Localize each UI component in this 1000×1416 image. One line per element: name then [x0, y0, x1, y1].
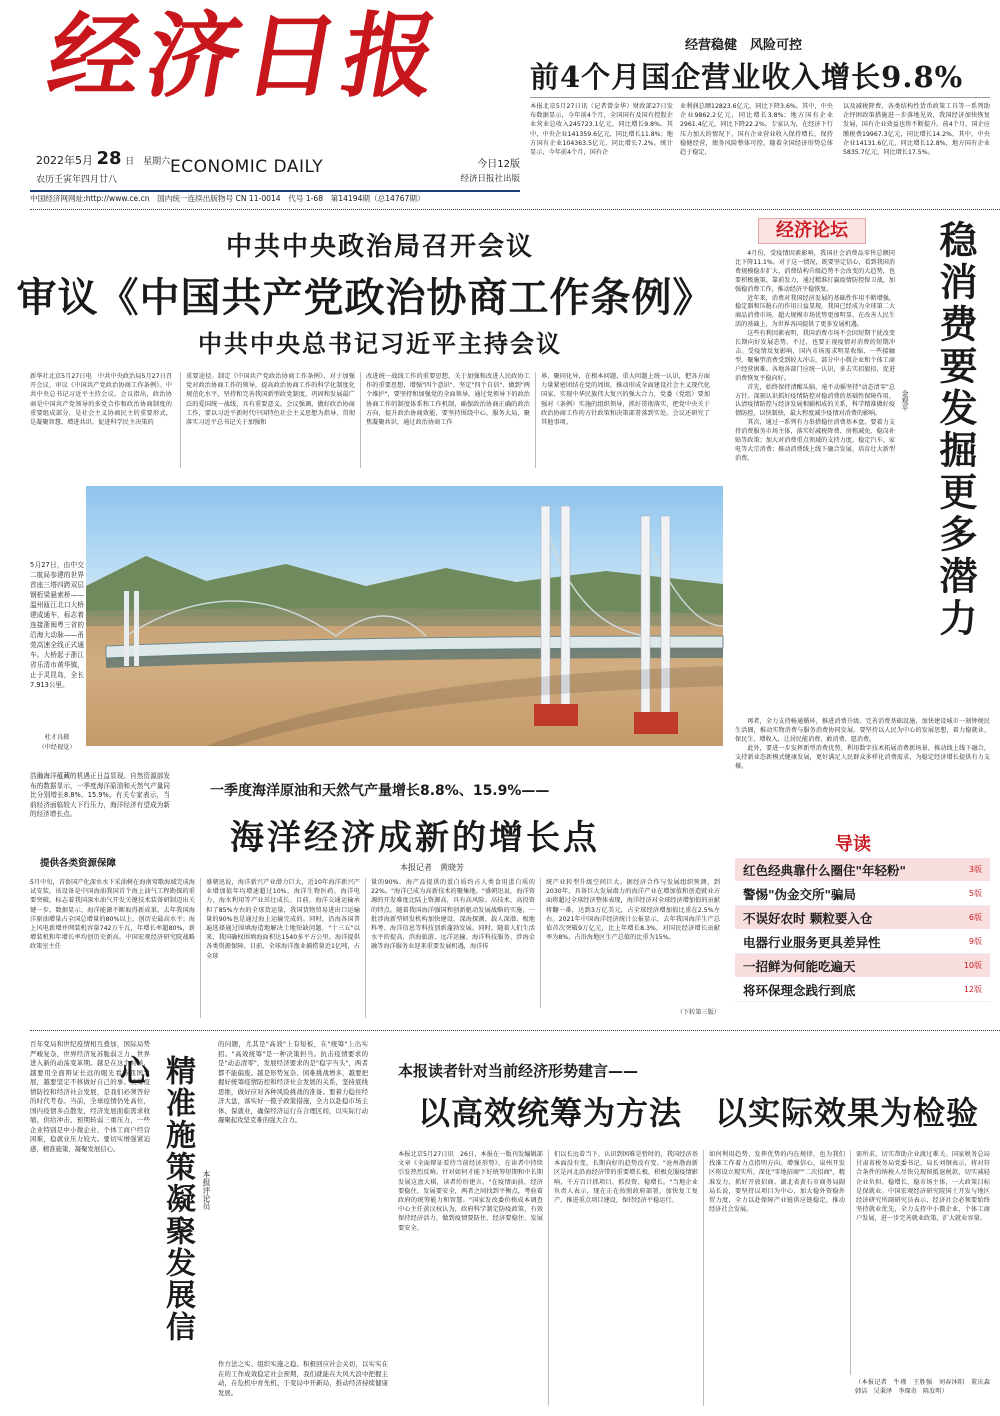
- lead-story-subhead: 中共中央总书记习近平主持会议: [198, 329, 562, 358]
- reader-story-col1: 本报北京5月27日讯 26日，本报在一版刊发编辑部文章《全面辩证看待当前经济形势》，在读者中持续引发热烈反响。针对如何才能下好统筹短期和中长期发展这盘大棋，读者纷纷建言。"在疫情面前，经济要稳住，发展要安全，两者之间找到平衡点，考验着政府的统筹能力和智慧。"国家发改委价格成本调查中心主任黄汉权认为，政府科学制定防疫政策，有效保持经济活力，做到疫情要防住、经济要稳住、发展要安全。: [398, 1151, 543, 1232]
- guide-item[interactable]: 电器行业服务更具差异性 9版: [735, 930, 990, 954]
- guide-label: 导读: [835, 834, 871, 855]
- bridge-tower: [134, 591, 139, 666]
- reader-story-col4: 需所求，切实帮助企业渡过难关。国家税务总局甘肃省税务局党委书记、局长刘钢表示，将对符合条件的纳税人尽快兑现留抵退税款，切实减轻企业负担。稳增长、稳市场主体，一大政策目标是保就业。中国宏观经济研究院国土开发与地区经济研究所副研究员表示，经济社会必须要始终坚持就业优先，全力支持中小微企业、个体工商户发展，进一步完善就业政策，扩大就业容量。: [850, 1150, 990, 1375]
- ocean-kicker: 一季度海洋原油和天然气产量增长8.8%、15.9%——: [210, 783, 550, 799]
- ocean-byline: 本报记者 黄晓芳: [400, 863, 464, 872]
- guide-item[interactable]: 将环保理念践行到底 12版: [735, 978, 990, 1002]
- reader-story-col3: 如何利用趋势、发挥优势的内在规律，也为我们找准工作着力点指明方向。增强信心，泉州开发区将设立现实所、深化"零地招商""二次招商"，精准发力，抓好开放招商。湖北省黄石市商务局副局长说，要坚持以项目为中心，加大稳外资稳外贸力度，全力以赴保障产业链供应链稳定，推动经济社会发展。: [703, 1150, 845, 1406]
- pages-today: 今日12版: [477, 159, 520, 170]
- reader-story-col2: 们以长远看当下，认识到困难是暂时的，我国经济基本面没有变，长期向好的趋势没有变。"沧州渤海新区是河北沿海经济带的重要增长极，积极克服疫情影响，千方百计抓项目、抓投资、稳增长。"当地企业负责人表示，现在正在按照政府部署，加快复工复产，推进重点项目建设，保持经济平稳运行。: [548, 1150, 698, 1406]
- guide-item[interactable]: 红色经典靠什么圈住"年轻粉" 3版: [735, 858, 990, 882]
- commentary-col3: 作方法之实、组织实施之稳。积极回应社会关切，以实实在在的工作成效稳定社会预期，我们就能在大风大浪中把握主动，在危机中育先机、于变局中开新局，推动经济持续健康发展。: [218, 1360, 388, 1397]
- lead-story-col2: 重要途径。制定《中国共产党政治协商工作条例》，对于加强党对政治协商工作的领导，提高政治协商工作的科学化制度化规范化水平，坚持和完善我国新型政党制度，巩固和发展最广泛的爱国统一战线，具有重要意义。会议强调，做好政治协商工作，要以习近平新时代中国特色社会主义思想为指导，贯彻落实习近平总书记关于加强和: [180, 372, 355, 468]
- top-story-kicker: 经营稳健 风险可控: [685, 38, 803, 53]
- lead-story-col4: 界、聚同化异，在根本问题、重大问题上统一认识，把各方面力量紧密团结在党的周围，推动形成全面建设社会主义现代化国家、实现中华民族伟大复兴的强大合力，党委（党组）要加强对（条例）实施的组织领导，抓好贯彻落实，把党中央关于政治协商工作的方针政策和决策部署落到实处。会议还研究了其他事项。: [535, 372, 710, 468]
- guide-item[interactable]: 不误好农时 颗粒要入仓 6版: [735, 906, 990, 930]
- masthead-logo-area: [30, 4, 500, 154]
- commentary-byline: 本报评论员: [202, 1170, 211, 1210]
- reader-story-kicker: 本报读者针对当前经济形势建言——: [398, 1062, 639, 1080]
- guide-item[interactable]: 一招鲜为何能吃遍天 10版: [735, 954, 990, 978]
- top-story-col2: 业利润总额12823.6亿元，同比下降3.6%。其中，中央企业9862.2亿元，同比增长3.8%；地方国有企业2961.4亿元，同比下降22.2%。专家认为，在经济下行压力加大的情况下，国有企业营业收入保持增长，保持稳健经营，债务风险整体可控。随着全国经济形势总体趋于稳定，: [680, 103, 833, 157]
- bridge-photo: [86, 486, 723, 746]
- guide-item[interactable]: 警惕"伪金交所"骗局 5版: [735, 882, 990, 906]
- lead-story-headline: 审议《中国共产党政治协商工作条例》: [16, 274, 714, 321]
- forum-author: 金观平: [901, 390, 909, 411]
- reader-story-headline: 以高效统筹为方法 以实际效果为检验: [418, 1094, 980, 1132]
- photo-agency: （中经视觉）: [38, 744, 76, 751]
- top-story-headline: 前4个月国企营业收入增长9.8%: [530, 60, 964, 94]
- lunar-date: 农历壬寅年四月廿八: [36, 175, 118, 185]
- ocean-continued: （下转第三版）: [676, 1009, 720, 1016]
- lead-story-col1: 新华社北京5月27日电 中共中央政治局5月27日召开会议，审议《中国共产党政治协商工作条例》。中共中央总书记习近平主持会议。会议指出，政治协商是中国共产党领导的多党合作和政治协商制度的重要组成部分，是社会主义协商民主的重要形式，是凝聚智慧、增进共识、促进科学民主决策的: [30, 373, 172, 427]
- ocean-col2: 盛朝迅说，海洋新兴产业潜力巨大，近10年海洋新兴产业增加值年均增速超过10%，海洋生物医药、海洋电力、海水利用等产业茁壮成长。目前，海洋交通运输承担了85%左右的全球货运量，我国货物贸易进出口运输量的90%也是通过海上运输完成的。同时，沿海各国普遍选择通过围填海造地解决土地短缺问题，"十三五"以来，我国确权围填海面积达1540多平方公里。海洋提供各类资源保障。目前，全球海洋渔业捕捞量近1亿吨，占全球: [200, 878, 360, 1018]
- forum-body-lower: 再者，全力支持畅通循环，推进消费升级。完善消费基础设施，加快建设城市一刻钟便民生活圈，推动实物消费与服务消费协同发展。要坚持以人民为中心的发展思想，着力稳就业、保民生、增收入，让居民能消费、敢消费、愿消费。 此外，要进一步发挥新型消费优势，利用数字技术拓展消费新场景，推动线上线下融合，支持新业态新模式健康发展，更好满足人民群众多样化消费需求，为稳定经济增长提供有力支撑。: [735, 718, 990, 770]
- bridge-tower: [124, 591, 129, 666]
- top-story-col3: 以及减税降费、各类结构性货币政策工具等一系列助企纾困政策措施进一步落地见效，我国经济加快恢复发展，国有企业效益也将不断提升。前4个月，国企应缴税费19967.3亿元，同比增长14.2%，其中，中央企业14131.6亿元，同比增长12.8%，地方国有企业5835.7亿元，同比增长17.5%。: [843, 103, 990, 157]
- ocean-lead: 浩瀚海洋蕴藏的机遇正日益显现。自然资源部发布的数据显示，一季度海洋原油和天然气产量同比分别增长8.8%、15.9%。有关专家表示，当前经济面临较大下行压力，海洋经济有望成为新的经济增长点。: [30, 772, 170, 819]
- lead-story-kicker: 中共中央政治局召开会议: [225, 232, 534, 262]
- ocean-col4: 统产业转型升级空间巨大。据经济合作与发展组织预测，到2030年，具备巨大发展潜力的海洋产业在增加值和创造就业方面将超过全球经济整体表现，海洋经济对全球经济增加值的贡献将翻一番，达到3万亿美元，占全球经济增加值比重在2.5%左右。2021年中国海洋经济统计公报显示，去年我国海洋生产总值首次突破9万亿元，比上年增长8.3%，对国民经济增长贡献率为8%，占沿海地区生产总值的比重为15%。: [540, 878, 720, 1008]
- pier-base: [634, 712, 678, 734]
- divider: [530, 97, 990, 98]
- bridge-illustration: [86, 486, 723, 746]
- lead-story-col3: 改进统一战线工作的重要思想，关于加强和改进人民政协工作的重要思想，增强"四个意识"、坚定"四个自信"、做到"两个维护"，要坚持和加强党的全面领导，通过党领导下的政治协商工作的制度体系和工作机制，确保政治协商正确的政治方向，提升政治协商效能，要坚持围绕中心、服务大局，聚焦凝聚共识，通过政治协商工作: [360, 372, 530, 468]
- photo-credit: 杜才良摄: [44, 734, 70, 741]
- issue-date: 2022年5月 28 日 星期六: [36, 148, 171, 169]
- english-name: ECONOMIC DAILY: [170, 157, 324, 177]
- divider: [30, 209, 1000, 210]
- hills-shape: [86, 556, 723, 616]
- commentary-col1: 百年变局和世纪疫情相互叠加，国际局势严峻复杂，世界经济复苏脆弱乏力，世界进入新的动荡变革期。越是在这个时候，越要用全面辩证长远的眼光看待我国发展，越要坚定不移做好自己的事。统筹疫情防控和经济社会发展，是我们必须答好的时代考卷。当前，全球疫情仍处高位，国内疫情多点散发，经济发展面临需求收缩、供给冲击、预期转弱三重压力，一些企业特别是中小微企业、个体工商户经营困难，稳就业压力较大。要切实增强紧迫感，精准施策，凝聚发展信心。: [30, 1040, 150, 1153]
- forum-headline: 稳消费要发掘更多潜力: [933, 220, 978, 640]
- forum-body-upper: 4月份，受疫情因素影响，我国社会消费品零售总额同比下降11.1%。对于这一情况，既要坚定信心，看到我国消费规模稳步扩大、消费结构升级趋势不会改变的大趋势，也要积极施策、靠前发力，通过精准打赢疫情防控保卫战，加强稳消费工作，推动经济平稳恢复。 近年来，消费对我国经济发展的基础性作用不断增强，稳定器和压舱石的作用日益显现。我国已经成为全球第二大商品消费市场，超大规模市场优势更加明显。在改善人民生活的基础上，为世界各国提供了更多发展机遇。 这些有利因素表明，我国消费市场不会因短期干扰改变长期向好发展态势。不过，也要正视疫情对消费的短期冲击。受疫情反复影响，国内市场需求明显收缩，一些接触型、聚集型消费受到较大冲击，部分中小微企业和个体工商户经营困难。各地各部门应统一认识，多去实招狠招，促进消费恢复平稳向好。 首先，始终保持清醒头脑，毫不动摇坚持"动态清零"总方针。深刻认识抓好疫情防控对稳消费的基础性保障作用，认清疫情防控与经济发展相辅相成的关系，科学精准做好疫情防控，以快制快，最大程度减少疫情对消费的影响。 其次，通过一系列有力举措稳住消费基本盘。要着力支持消费服务市场主体，落实好减税降费、房租减免、稳岗补贴等政策；加大对消费重点领域的支持力度，稳定汽车、家电等大宗消费；推动消费线上线下融合发展，培育壮大新型消费。: [735, 250, 895, 462]
- bridge-tower: [541, 506, 550, 706]
- photo-caption: 5月27日，由中交二航局参建的世界首座三塔四跨双层钢桁梁悬索桥——温州瓯江北口大桥建成通车，标志着连接浙闽粤三省的沿海大动脉——甬莞高速全线正式通车。大桥起于浙江省乐清市黄华镇，止于灵昆岛，全长7.913公里。: [30, 561, 84, 689]
- masthead-rule: [30, 190, 520, 192]
- reader-story-reporters: （本报记者 牛瑾 王胜强 刘春沐阳 董庆森 韩洁 吴秉泽 李琛奇 陈发明）: [855, 1379, 997, 1396]
- ocean-headline: 海洋经济成新的增长点: [230, 818, 600, 858]
- ocean-subhead: 提供各类资源保障: [40, 858, 117, 869]
- masthead-logo: 经济日报: [40, 2, 452, 110]
- info-line: 中国经济网网址:http://www.ce.cn 国内统一连续出版物号 CN 11-0014 代号 1-68 第14194期（总14767期）: [30, 194, 425, 203]
- pier-base: [534, 704, 578, 726]
- divider: [30, 1030, 1000, 1031]
- forum-label: 经济论坛: [758, 218, 866, 244]
- commentary-col2: 的问题，尤其是"高效"上有短板，在"统筹"上出实招。"高效统筹"是一种决策担当。抗击疫情要求的是"动态清零"，发展经济要求的是"稳字当头"，两者都不能偏废。越是形势复杂、困难挑战增多，越要把握好统筹疫情防控和经济社会发展的关系，坚持底线思维，做好应对各种风险挑战的准备。要着力稳住经济大盘，落实好一揽子政策措施，全力以赴稳市场主体、保就业，确保经济运行在合理区间，以实际行动凝聚起攻坚克难的强大合力。: [218, 1040, 368, 1124]
- ocean-col1: 5月中旬，首套国产化深水水下采油树在海南莺歌海域完成海试安装，该设备是中国海油我国首个海上油气工程勘探的重要突破，标志着我国深水油气开发关键技术装备研制迈出关键一步。数据显示，海洋能源不断取得新成果。去年我国海洋原油增量占全国总增量的80%以上，创历史最高水平；海上风电新增并网装机容量742万千瓦，年增长率超80%，新增装机和年增长率均创历史新高。中国宏观经济研究院战略政策室主任: [30, 879, 195, 951]
- guide-list: [735, 858, 990, 1026]
- commentary-headline: 精准施策凝聚发展信心: [114, 1055, 195, 1343]
- ocean-col3: 量的90%，海产品提供的蛋白质约占人类食用蛋白质的22%。"海洋已成为高新技术的聚集地。"盛朝迅说，海洋资源的开发难度比陆上资源高，具有高风险、高技术、高投资的特点。随着我国海洋强国和创新驱动发展战略的实施，一批涉海新型研发机构加快建设，深海探测、载人深潜、极地科考、海洋信息等科技创新蓬勃发展。同时，随着人们生活水平的提高，滨海旅游、远洋运输、海洋科技服务、涉海金融等海洋服务业迎来重要发展机遇，海洋传: [365, 878, 535, 1018]
- publisher: 经济日报社出版: [460, 174, 520, 184]
- top-story-col1: 本报北京5月27日讯（记者曾金华）财政部27日发布数据显示，今年前4个月，全国国有及国有控股企业营业总收入245723.1亿元，同比增长9.8%。其中，中央企业141359.6亿元，同比增长11.8%；地方国有企业104363.5亿元，同比增长7.2%。统计显示，今年前4个月，国有企: [530, 103, 673, 157]
- guide-header: [735, 830, 990, 856]
